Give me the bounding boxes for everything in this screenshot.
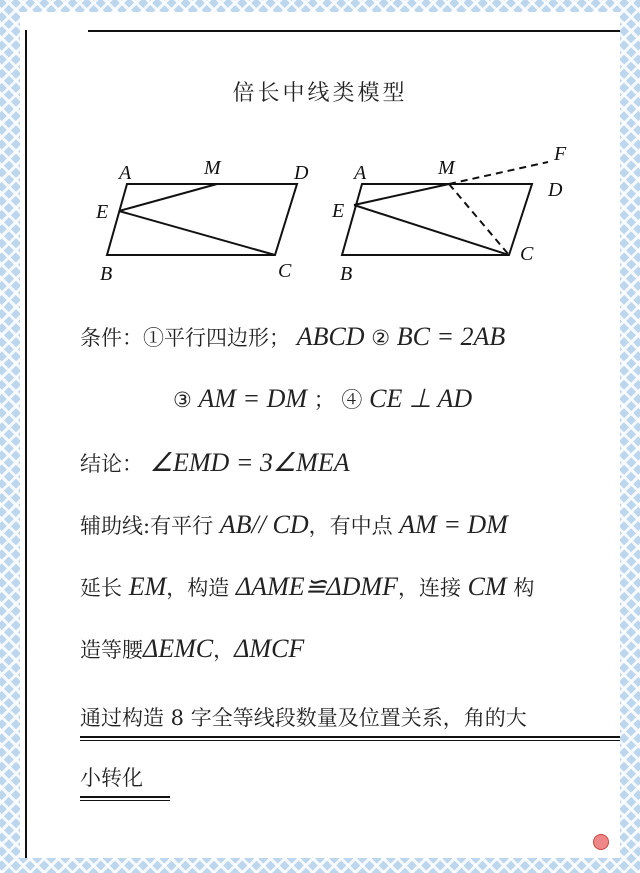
condition-prefix: 条件： (80, 326, 143, 350)
conclusion-prefix: 结论： (80, 452, 143, 476)
page-title: 倍长中线类模型 (232, 81, 408, 106)
conclusion-line (80, 448, 350, 478)
extension-math-2: ΔAME≌ΔDMF (235, 572, 398, 601)
left-label-m: M (204, 157, 221, 179)
auxiliary-prefix: 辅助线:有平行 (80, 514, 214, 538)
seal-icon (593, 834, 609, 850)
right-label-m: M (438, 157, 455, 179)
isosceles-line (80, 634, 304, 664)
extension-tail: 构 (513, 576, 535, 600)
right-parallelogram (342, 184, 532, 255)
summary-underline-thin (80, 740, 620, 741)
right-label-a: A (354, 162, 367, 184)
auxiliary-line (80, 510, 508, 540)
summary-2-underline-thin (80, 800, 170, 801)
extension-math-3: CM (467, 572, 507, 601)
auxiliary-math-1: AB// CD (219, 510, 309, 539)
left-segment-ec (119, 211, 275, 255)
left-label-a: A (119, 162, 132, 184)
right-segment-ec (354, 205, 509, 255)
left-segment-me (119, 184, 217, 211)
right-label-c: C (520, 243, 534, 265)
condition-4-circle: ④ (341, 388, 363, 412)
condition-3-math: AM = DM (198, 384, 308, 413)
condition-2-math: BC = 2AB (396, 322, 506, 351)
page (20, 12, 620, 858)
condition-2-circle: ② (371, 326, 391, 350)
extension-math-1: EM (128, 572, 167, 601)
isosceles-separator: ， (213, 638, 235, 662)
left-figure (107, 184, 297, 255)
left-label-e: E (96, 201, 109, 223)
right-label-f: F (554, 143, 567, 165)
isosceles-math-1: ΔEMC (143, 634, 214, 663)
left-label-c: C (278, 260, 292, 282)
geometry-figures (20, 12, 620, 312)
extension-line (80, 572, 534, 602)
condition-1-math: ABCD (296, 322, 365, 351)
condition-line-2 (173, 384, 472, 414)
auxiliary-middle: ，有中点 (308, 514, 393, 538)
summary-2-underline (80, 796, 170, 798)
right-label-d: D (548, 179, 563, 201)
left-label-d: D (294, 162, 309, 184)
right-label-b: B (340, 263, 353, 285)
left-parallelogram (107, 184, 297, 255)
isosceles-prefix: 造等腰 (80, 638, 143, 662)
condition-1-circle: ① (143, 326, 164, 350)
condition-line-1 (80, 322, 505, 352)
right-label-e: E (332, 200, 345, 222)
extension-prefix: 延长 (80, 576, 122, 600)
auxiliary-math-2: AM = DM (399, 510, 508, 539)
summary-line-2: 小转化 (80, 766, 143, 790)
extension-middle-2: ，连接 (397, 576, 461, 600)
condition-separator: ； (313, 388, 335, 412)
left-label-b: B (100, 263, 113, 285)
extension-middle: ，构造 (166, 576, 230, 600)
condition-4-math: CE ⊥ AD (369, 384, 473, 413)
condition-3-circle: ③ (173, 388, 192, 412)
condition-1-text: 平行四边形； (164, 326, 290, 350)
conclusion-math: ∠EMD = 3∠MEA (149, 448, 350, 477)
isosceles-math-2: ΔMCF (234, 634, 305, 663)
right-segment-me (354, 184, 449, 205)
summary-line-1: 通过构造 8 字全等线段数量及位置关系，角的大 (80, 706, 527, 730)
right-dashed-mf (449, 162, 548, 184)
summary-underline (80, 736, 620, 738)
